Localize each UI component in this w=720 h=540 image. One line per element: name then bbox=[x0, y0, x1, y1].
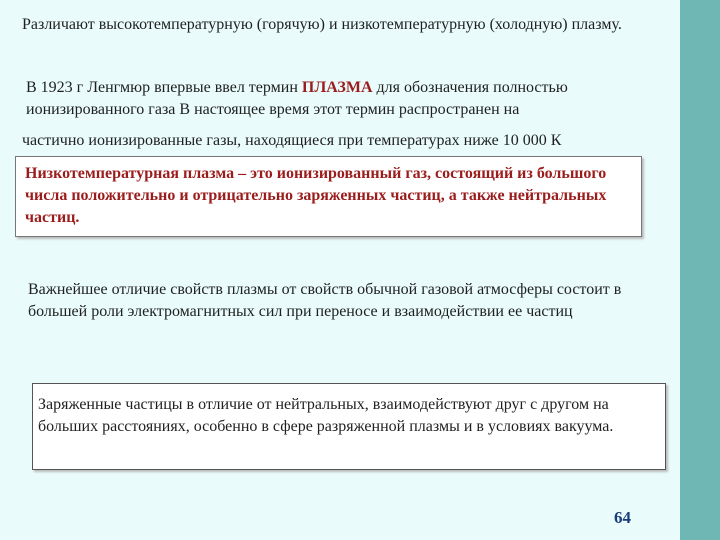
paragraph-difference: Важнейшее отличие свойств плазмы от свойств обычной газовой атмосферы состоит в большей роли электромагнитных сил при переносе и взаимодействии ее частиц bbox=[28, 281, 622, 320]
history-suffix: для обозначения полностью ионизированного газа В настоящее время этот термин распространен на bbox=[26, 79, 568, 118]
definition-box bbox=[15, 156, 642, 237]
term-plasma: ПЛАЗМА bbox=[301, 79, 373, 96]
paragraph-history-line3: частично ионизированные газы, находящиеся при температурах ниже 10 000 К bbox=[22, 132, 562, 149]
paragraph-intro: Различают высокотемпературную (горячую) и низкотемпературную (холодную) плазму. bbox=[22, 16, 622, 33]
definition-text: Низкотемпературная плазма – это ионизированный газ, состоящий из большого числа положительно и отрицательно заряженных частиц, а также нейтральных частиц. bbox=[25, 165, 607, 226]
note-text: Заряженные частицы в отличие от нейтральных, взаимодействуют друг с другом на больших расстояниях, особенно в сфере разряженной плазмы и в условиях вакуума. bbox=[38, 396, 614, 435]
side-accent-bar bbox=[680, 0, 720, 540]
note-box bbox=[32, 383, 666, 470]
page-number: 64 bbox=[614, 508, 631, 527]
paragraph-history bbox=[26, 77, 676, 121]
history-prefix: В 1923 г Ленгмюр впервые ввел термин bbox=[26, 79, 302, 96]
